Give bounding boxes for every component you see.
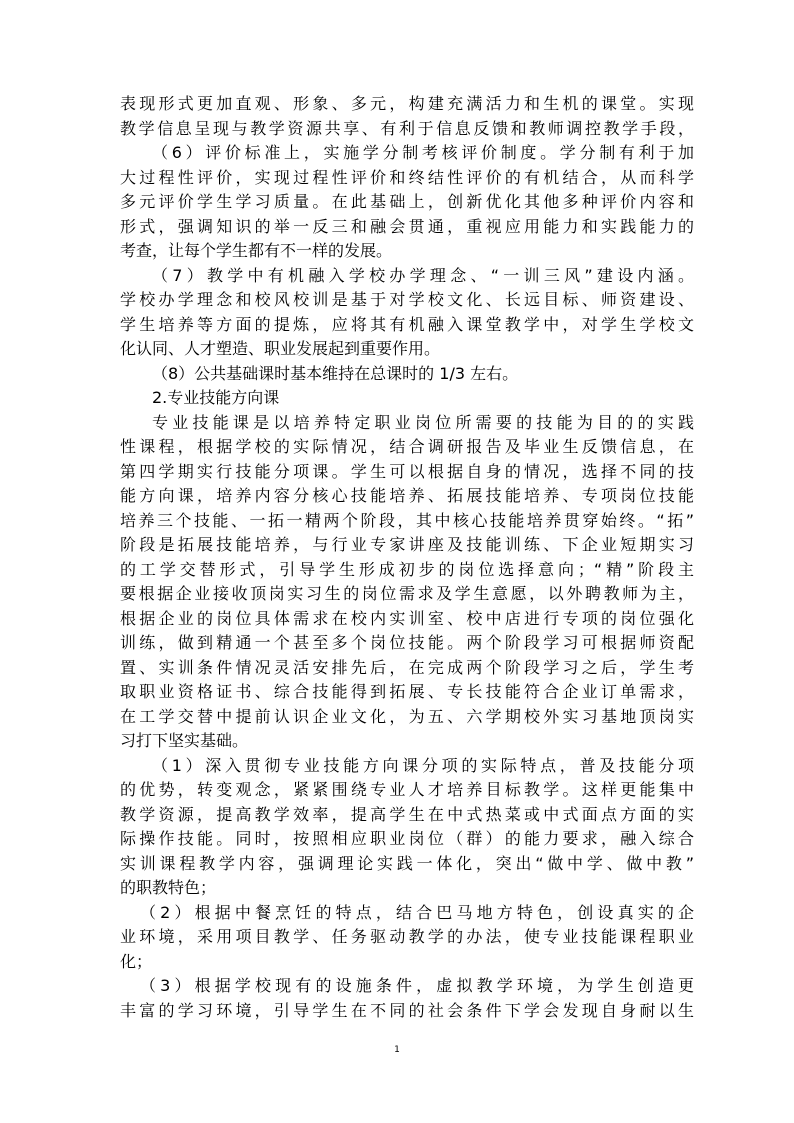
page-number: 1 bbox=[394, 1045, 400, 1055]
text-line: 学校办学理念和校风校训是基于对学校文化、长远目标、师资建设、 bbox=[120, 290, 694, 309]
text-line: 化； bbox=[120, 951, 153, 971]
text-line: 的职教特色； bbox=[120, 878, 217, 897]
text-line: 多元评价学生学习质量。在此基础上，创新优化其他多种评价内容和 bbox=[120, 192, 694, 211]
text-line: 训练，做到精通一个甚至多个岗位技能。两个阶段学习可根据师资配 bbox=[120, 633, 694, 652]
text-line: （7）教学中有机融入学校办学理念、“一训三风”建设内涵。 bbox=[152, 265, 694, 285]
text-line: （8）公共基础课时基本维持在总课时的 1/3 左右。 bbox=[152, 363, 519, 383]
text-line: 教学信息呈现与教学资源共享、有利于信息反馈和教师调控教学手段， bbox=[120, 118, 694, 138]
text-line: 际操作技能。同时，按照相应职业岗位（群）的能力要求，融入综合 bbox=[120, 829, 694, 848]
body-text bbox=[120, 92, 694, 1023]
section-heading: 2.专业技能方向课 bbox=[152, 388, 280, 407]
text-line: 阶段是拓展技能培养，与行业专家讲座及技能训练、下企业短期实习 bbox=[120, 535, 694, 554]
text-line: 学生培养等方面的提炼，应将其有机融入课堂教学中，对学生学校文 bbox=[120, 314, 694, 334]
text-line: （1）深入贯彻专业技能方向课分项的实际特点，普及技能分项 bbox=[152, 755, 694, 775]
text-line: 习打下坚实基础。 bbox=[120, 731, 249, 750]
text-line: 要根据企业接收顶岗实习生的岗位需求及学生意愿，以外聘教师为主， bbox=[120, 584, 694, 603]
text-line: 丰富的学习环境，引导学生在不同的社会条件下学会发现自身耐以生 bbox=[120, 1000, 694, 1020]
text-line: 教学资源，提高教学效率，提高学生在中式热菜或中式面点方面的实 bbox=[120, 804, 694, 824]
text-line: 考查，让每个学生都有不一样的发展。 bbox=[120, 241, 393, 260]
text-line: （3）根据学校现有的设施条件，虚拟教学环境，为学生创造更 bbox=[140, 976, 694, 995]
text-line: 在工学交替中提前认识企业文化，为五、六学期校外实习基地顶岗实 bbox=[120, 706, 694, 726]
text-line: 性课程，根据学校的实际情况，结合调研报告及毕业生反馈信息，在 bbox=[120, 437, 694, 456]
text-line: 的工学交替形式，引导学生形成初步的岗位选择意向；“精”阶段主 bbox=[120, 559, 694, 579]
text-line: 业环境，采用项目教学、任务驱动教学的办法，使专业技能课程职业 bbox=[120, 927, 694, 946]
text-line: （6）评价标准上，实施学分制考核评价制度。学分制有利于加 bbox=[152, 143, 694, 162]
text-line: 化认同、人才塑造、职业发展起到重要作用。 bbox=[120, 339, 441, 358]
text-line: 的优势，转变观念，紧紧围绕专业人才培养目标教学。这样更能集中 bbox=[120, 780, 694, 799]
text-line: 根据企业的岗位具体需求在校内实训室、校中店进行专项的岗位强化 bbox=[120, 608, 694, 628]
text-line: 置、实训条件情况灵活安排先后，在完成两个阶段学习之后，学生考 bbox=[120, 657, 694, 677]
text-line: 实训课程教学内容，强调理论实践一体化，突出“做中学、做中教” bbox=[120, 853, 694, 873]
text-line: 大过程性评价，实现过程性评价和终结性评价的有机结合，从而科学 bbox=[120, 167, 694, 187]
text-line: （2）根据中餐烹饪的特点，结合巴马地方特色，创设真实的企 bbox=[140, 902, 694, 922]
text-line: 形式，强调知识的举一反三和融会贯通，重视应用能力和实践能力的 bbox=[120, 216, 694, 236]
text-line: 表现形式更加直观、形象、多元，构建充满活力和生机的课堂。实现 bbox=[120, 94, 694, 113]
text-line: 专业技能课是以培养特定职业岗位所需要的技能为目的的实践 bbox=[152, 412, 694, 432]
text-line: 培养三个技能、一拓一精两个阶段，其中核心技能培养贯穿始终。“拓” bbox=[120, 510, 694, 530]
text-line: 能方向课，培养内容分核心技能培养、拓展技能培养、专项岗位技能 bbox=[120, 486, 694, 505]
text-line: 取职业资格证书、综合技能得到拓展、专长技能符合企业订单需求， bbox=[120, 682, 694, 701]
text-line: 第四学期实行技能分项课。学生可以根据自身的情况，选择不同的技 bbox=[120, 461, 694, 481]
